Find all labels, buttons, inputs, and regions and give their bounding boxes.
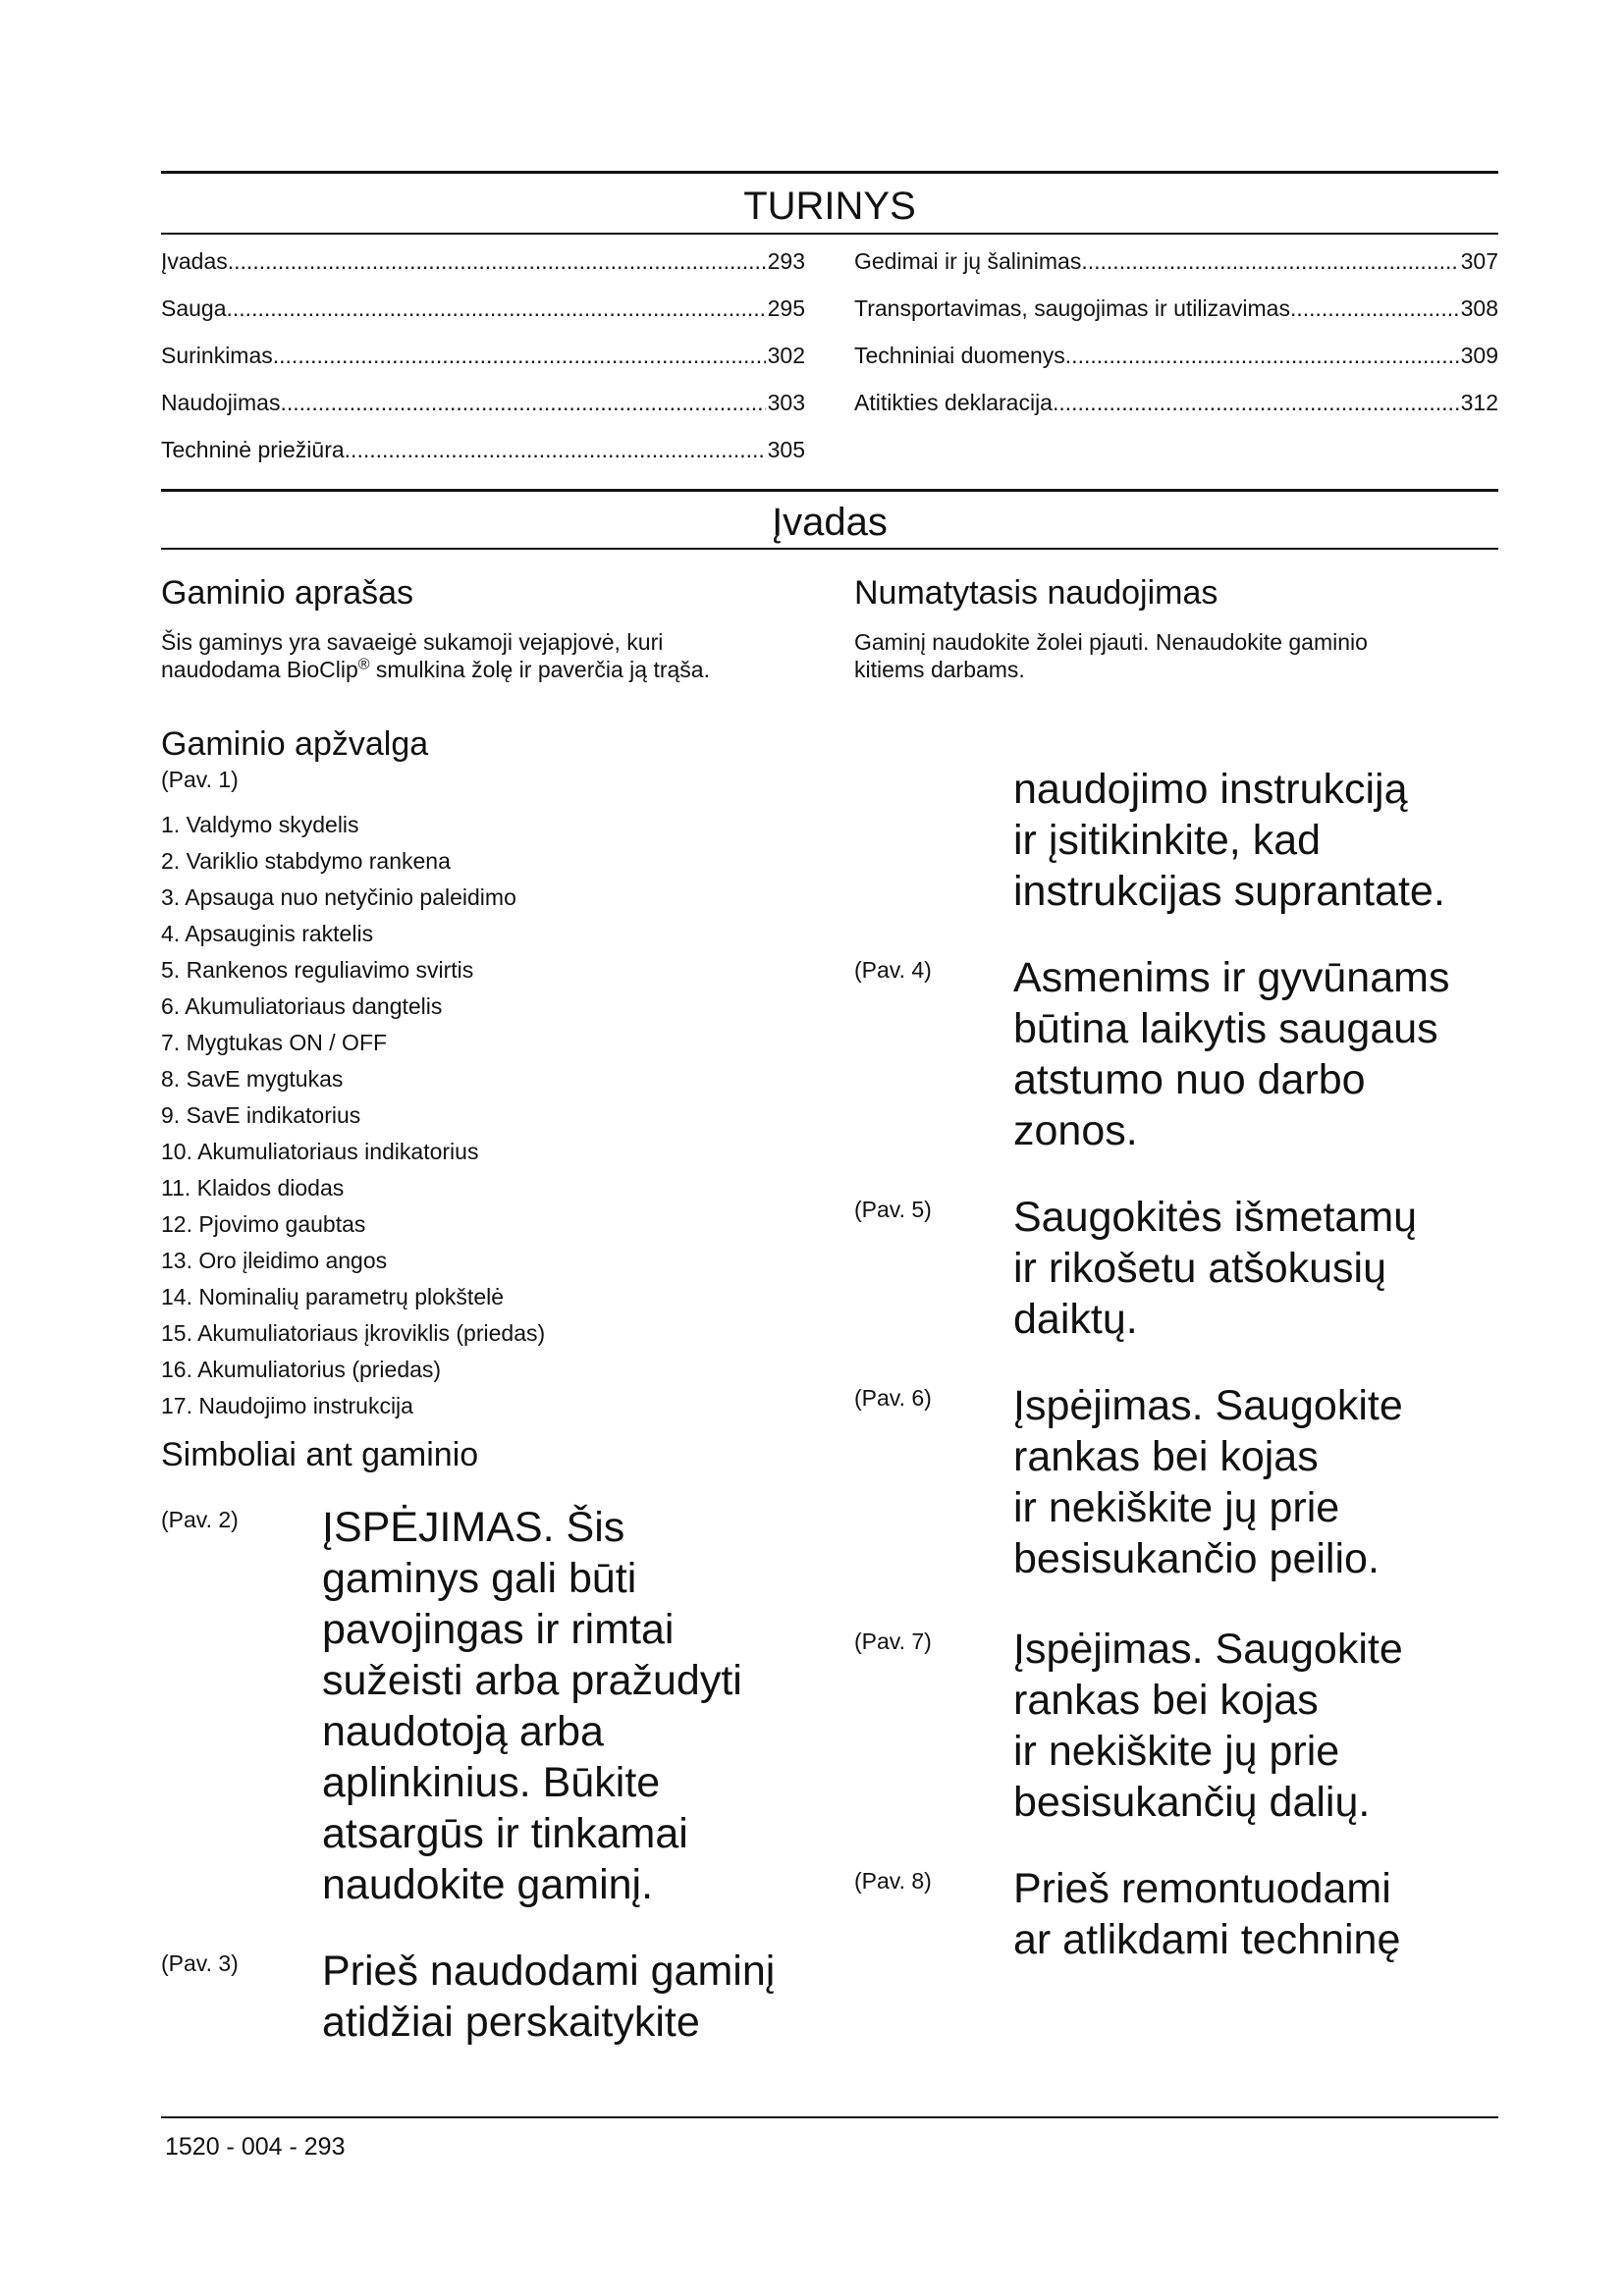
list-item: 13. Oro įleidimo angos: [161, 1248, 388, 1273]
symbol-maintenance-text: Prieš remontuodami ar atlikdami techninę: [1013, 1865, 1401, 1963]
list-item: 1. Valdymo skydelis: [161, 812, 359, 837]
symbol-distance-text: Asmenims ir gyvūnams būtina laikytis saugaus atstumo nuo darbo zonos.: [1013, 954, 1450, 1154]
symbol-thrown-objects-text: Saugokitės išmetamų ir rikošetu atšokusių daiktų.: [1013, 1194, 1418, 1343]
symbol-figure-ref: (Pav. 4): [854, 957, 932, 983]
symbols-heading: Simboliai ant gaminio: [161, 1436, 479, 1473]
symbol-figure-ref: (Pav. 3): [161, 1950, 239, 1976]
list-item: 11. Klaidos diodas: [161, 1175, 345, 1201]
toc-entry[interactable]: Surinkimas ..... 302: [161, 342, 805, 389]
symbol-read-manual-text: Prieš naudodami gaminį atidžiai perskaitykite: [322, 1948, 776, 2046]
list-item: 3. Apsauga nuo netyčinio paleidimo: [161, 884, 516, 910]
intended-use-heading: Numatytasis naudojimas: [854, 574, 1218, 612]
list-item: 14. Nominalių parametrų plokštelė: [161, 1284, 505, 1309]
list-item: 10. Akumuliatoriaus indikatorius: [161, 1139, 479, 1164]
toc-entry[interactable]: Įvadas ..... 293: [161, 247, 805, 294]
footer-rule: [161, 2116, 1498, 2118]
symbol-figure-ref: (Pav. 8): [854, 1868, 932, 1894]
toc-entry[interactable]: Sauga ..... 295: [161, 294, 805, 342]
product-description-heading: Gaminio aprašas: [161, 574, 414, 612]
overview-heading: Gaminio apžvalga: [161, 725, 429, 763]
list-item: 8. SavE mygtukas: [161, 1066, 344, 1092]
product-description-text: Šis gaminys yra savaeigė sukamoji vejapjovė, kuri naudodama BioClip® smulkina žolę ir paverčia ją trąša.: [161, 629, 710, 682]
component-list: [161, 807, 545, 1424]
toc-entry[interactable]: Techninė priežiūra ..... 305: [161, 436, 805, 483]
list-item: 5. Rankenos reguliavimo svirtis: [161, 957, 474, 983]
toc-left-column: [161, 247, 805, 483]
section-title: Įvadas: [772, 501, 888, 544]
toc-entry[interactable]: Techniniai duomenys ..... 309: [854, 342, 1498, 389]
toc-top-rule: [161, 171, 1498, 174]
doc-number: 1520 - 004 -: [165, 2133, 304, 2161]
symbol-warning-text: ĮSPĖJIMAS. Šis gaminys gali būti pavojingas ir rimtai sužeisti arba pražudyti naudotoją arba aplinkinius. Būkite atsargūs ir tinkamai naudokite gaminį.: [322, 1504, 742, 1908]
symbol-figure-ref: (Pav. 2): [161, 1507, 239, 1532]
toc-title: TURINYS: [743, 185, 916, 228]
toc-entry[interactable]: Naudojimas ..... 303: [161, 389, 805, 436]
symbol-blade-warning-text: Įspėjimas. Saugokite rankas bei kojas ir nekiškite jų prie besisukančio peilio.: [1013, 1382, 1403, 1582]
intended-use-text: Gaminį naudokite žolei pjauti. Nenaudokite gaminio kitiems darbams.: [854, 629, 1368, 682]
figure-ref: (Pav. 1): [161, 767, 239, 792]
section-bottom-rule: [161, 548, 1498, 550]
symbol-read-manual-continuation: naudojimo instrukciją ir įsitikinkite, kad instrukcijas suprantate.: [1013, 766, 1445, 915]
list-item: 17. Naudojimo instrukcija: [161, 1393, 413, 1418]
toc-bottom-rule: [161, 233, 1498, 235]
symbol-moving-parts-text: Įspėjimas. Saugokite rankas bei kojas ir nekiškite jų prie besisukančių dalių.: [1013, 1626, 1403, 1826]
section-top-rule: [161, 489, 1498, 492]
list-item: 2. Variklio stabdymo rankena: [161, 848, 451, 874]
list-item: 4. Apsauginis raktelis: [161, 921, 374, 946]
symbol-figure-ref: (Pav. 5): [854, 1197, 932, 1222]
list-item: 16. Akumuliatorius (priedas): [161, 1357, 442, 1382]
toc-entry[interactable]: Atitikties deklaracija ..... 312: [854, 389, 1498, 436]
list-item: 15. Akumuliatoriaus įkroviklis (priedas): [161, 1320, 546, 1346]
toc-right-column: [854, 247, 1498, 436]
toc-entry[interactable]: Transportavimas, saugojimas ir utilizavimas ..... 308: [854, 294, 1498, 342]
list-item: 7. Mygtukas ON / OFF: [161, 1030, 388, 1055]
list-item: 12. Pjovimo gaubtas: [161, 1211, 366, 1237]
page-number: 293: [303, 2133, 346, 2161]
list-item: 6. Akumuliatoriaus dangtelis: [161, 993, 443, 1019]
symbol-figure-ref: (Pav. 7): [854, 1629, 932, 1654]
toc-entry[interactable]: Gedimai ir jų šalinimas ..... 307: [854, 247, 1498, 294]
page-footer: [165, 2132, 345, 2162]
list-item: 9. SavE indikatorius: [161, 1102, 361, 1128]
symbol-figure-ref: (Pav. 6): [854, 1385, 932, 1411]
